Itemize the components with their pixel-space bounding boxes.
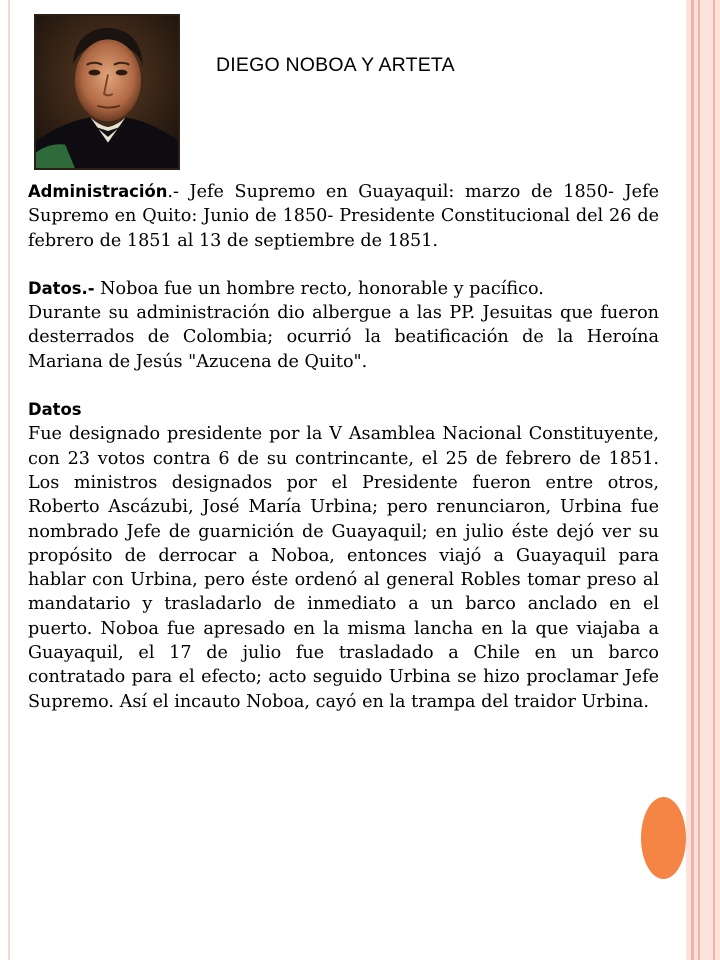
- left-border-line: [8, 0, 10, 960]
- right-decorative-stripes: [686, 0, 720, 960]
- datos-paragraph-3: Fue designado presidente por la V Asamblea Nacional Constituyente, con 23 votos contra 6 de su contrincante, el 25 de febrero de 1851. Los ministros designados por el Presidente fueron entre otros, Roberto Ascázubi, José María Urbina; pero renunciaron, Urbina fue nombrado Jefe de guarnición de Guayaquil; en julio éste dejó ver su propósito de derrocar a Noboa, entonces viajó a Guayaquil para hablar con Urbina, pero éste ordenó al general Robles tomar preso al mandatario y trasladarlo de inmediato a un barco anclado en el puerto. Noboa fue apresado en la misma lancha en la que viajaba a Guayaquil, el 17 de julio fue trasladado a Chile en un barco contratado para el efecto; acto seguido Urbina se hizo proclamar Jefe Supremo. Así el incauto Noboa, cayó en la trampa del traidor Urbina.: [28, 424, 659, 712]
- portrait-image: [34, 14, 180, 170]
- orange-oval-decoration: [641, 797, 686, 879]
- admin-text: .- Jefe Supremo en Guayaquil: marzo de 1850- Jefe Supremo en Quito: Junio de 1850- Presidente Constitucional del 26 de febrero de 1851 al 13 de septiembre de 1851.: [28, 182, 659, 251]
- page-title: DIEGO NOBOA Y ARTETA: [216, 54, 455, 76]
- admin-label: Administración: [28, 182, 168, 201]
- datos-label-1: Datos.-: [28, 278, 95, 298]
- document-body: [28, 180, 659, 714]
- datos-text-1: Noboa fue un hombre recto, honorable y pacífico.: [94, 278, 544, 299]
- admin-paragraph: [28, 180, 659, 253]
- datos-paragraph-2: Durante su administración dio albergue a las PP. Jesuitas que fueron desterrados de Colombia; ocurrió la beatificación de la Heroína Mariana de Jesús "Azucena de Quito".: [28, 303, 659, 372]
- datos-paragraph-1: [28, 277, 659, 301]
- datos-label-2: Datos: [28, 400, 82, 420]
- datos-heading-2: [28, 398, 659, 422]
